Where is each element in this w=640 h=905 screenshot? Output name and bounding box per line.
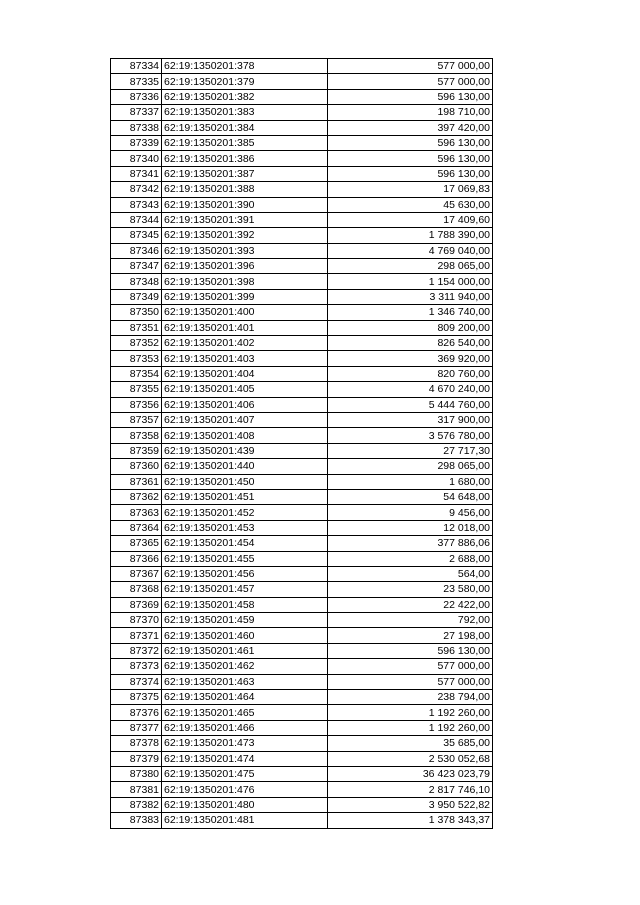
table-row	[111, 382, 493, 397]
cadastral-number-cell: 62:19:1350201:461	[162, 643, 328, 658]
row-id-cell: 87352	[111, 336, 162, 351]
table-row	[111, 705, 493, 720]
row-id-cell: 87368	[111, 582, 162, 597]
cadastral-number-cell: 62:19:1350201:455	[162, 551, 328, 566]
amount-cell: 1 788 390,00	[328, 228, 493, 243]
cadastral-number-cell: 62:19:1350201:384	[162, 120, 328, 135]
amount-cell: 17 069,83	[328, 182, 493, 197]
amount-cell: 577 000,00	[328, 674, 493, 689]
table-row	[111, 243, 493, 258]
amount-cell: 317 900,00	[328, 412, 493, 427]
amount-cell: 17 409,60	[328, 212, 493, 227]
amount-cell: 22 422,00	[328, 597, 493, 612]
table-row	[111, 166, 493, 181]
amount-cell: 4 670 240,00	[328, 382, 493, 397]
cadastral-number-cell: 62:19:1350201:404	[162, 366, 328, 381]
cadastral-number-cell: 62:19:1350201:407	[162, 412, 328, 427]
table-row	[111, 797, 493, 812]
row-id-cell: 87345	[111, 228, 162, 243]
table-row	[111, 135, 493, 150]
row-id-cell: 87365	[111, 536, 162, 551]
table-row	[111, 443, 493, 458]
cadastral-number-cell: 62:19:1350201:403	[162, 351, 328, 366]
cadastral-number-cell: 62:19:1350201:480	[162, 797, 328, 812]
table-row	[111, 813, 493, 828]
amount-cell: 792,00	[328, 613, 493, 628]
amount-cell: 377 886,06	[328, 536, 493, 551]
amount-cell: 826 540,00	[328, 336, 493, 351]
cadastral-number-cell: 62:19:1350201:408	[162, 428, 328, 443]
amount-cell: 1 154 000,00	[328, 274, 493, 289]
amount-cell: 298 065,00	[328, 459, 493, 474]
table-row	[111, 74, 493, 89]
row-id-cell: 87337	[111, 105, 162, 120]
cadastral-number-cell: 62:19:1350201:459	[162, 613, 328, 628]
table-row	[111, 597, 493, 612]
table-row	[111, 505, 493, 520]
table-row	[111, 628, 493, 643]
cadastral-number-cell: 62:19:1350201:463	[162, 674, 328, 689]
cadastral-number-cell: 62:19:1350201:451	[162, 489, 328, 504]
amount-cell: 35 685,00	[328, 736, 493, 751]
table-row	[111, 736, 493, 751]
row-id-cell: 87355	[111, 382, 162, 397]
amount-cell: 577 000,00	[328, 59, 493, 74]
cadastral-number-cell: 62:19:1350201:402	[162, 336, 328, 351]
amount-cell: 1 378 343,37	[328, 813, 493, 828]
cadastral-number-cell: 62:19:1350201:456	[162, 566, 328, 581]
amount-cell: 577 000,00	[328, 74, 493, 89]
table-row	[111, 351, 493, 366]
cadastral-number-cell: 62:19:1350201:391	[162, 212, 328, 227]
amount-cell: 12 018,00	[328, 520, 493, 535]
row-id-cell: 87359	[111, 443, 162, 458]
row-id-cell: 87344	[111, 212, 162, 227]
amount-cell: 54 648,00	[328, 489, 493, 504]
amount-cell: 3 311 940,00	[328, 289, 493, 304]
table-row	[111, 120, 493, 135]
cadastral-number-cell: 62:19:1350201:452	[162, 505, 328, 520]
cadastral-number-cell: 62:19:1350201:473	[162, 736, 328, 751]
table-row	[111, 766, 493, 781]
row-id-cell: 87362	[111, 489, 162, 504]
table-row	[111, 520, 493, 535]
table-row	[111, 105, 493, 120]
table-row	[111, 366, 493, 381]
table-row	[111, 751, 493, 766]
row-id-cell: 87381	[111, 782, 162, 797]
cadastral-number-cell: 62:19:1350201:399	[162, 289, 328, 304]
amount-cell: 596 130,00	[328, 89, 493, 104]
amount-cell: 369 920,00	[328, 351, 493, 366]
table-row	[111, 659, 493, 674]
amount-cell: 3 950 522,82	[328, 797, 493, 812]
table-body	[111, 59, 493, 829]
row-id-cell: 87356	[111, 397, 162, 412]
table-row	[111, 643, 493, 658]
amount-cell: 1 680,00	[328, 474, 493, 489]
row-id-cell: 87335	[111, 74, 162, 89]
row-id-cell: 87339	[111, 135, 162, 150]
cadastral-number-cell: 62:19:1350201:465	[162, 705, 328, 720]
row-id-cell: 87340	[111, 151, 162, 166]
amount-cell: 1 192 260,00	[328, 705, 493, 720]
amount-cell: 45 630,00	[328, 197, 493, 212]
table-row	[111, 720, 493, 735]
amount-cell: 198 710,00	[328, 105, 493, 120]
row-id-cell: 87353	[111, 351, 162, 366]
cadastral-number-cell: 62:19:1350201:388	[162, 182, 328, 197]
row-id-cell: 87366	[111, 551, 162, 566]
row-id-cell: 87349	[111, 289, 162, 304]
row-id-cell: 87354	[111, 366, 162, 381]
table-row	[111, 305, 493, 320]
table-row	[111, 336, 493, 351]
row-id-cell: 87350	[111, 305, 162, 320]
cadastral-number-cell: 62:19:1350201:379	[162, 74, 328, 89]
amount-cell: 1 346 740,00	[328, 305, 493, 320]
table-row	[111, 89, 493, 104]
cadastral-number-cell: 62:19:1350201:406	[162, 397, 328, 412]
row-id-cell: 87334	[111, 59, 162, 74]
amount-cell: 809 200,00	[328, 320, 493, 335]
cadastral-number-cell: 62:19:1350201:378	[162, 59, 328, 74]
amount-cell: 9 456,00	[328, 505, 493, 520]
row-id-cell: 87367	[111, 566, 162, 581]
parcel-value-table	[110, 58, 493, 829]
cadastral-number-cell: 62:19:1350201:401	[162, 320, 328, 335]
cadastral-number-cell: 62:19:1350201:481	[162, 813, 328, 828]
amount-cell: 36 423 023,79	[328, 766, 493, 781]
table-row	[111, 474, 493, 489]
amount-cell: 596 130,00	[328, 151, 493, 166]
amount-cell: 397 420,00	[328, 120, 493, 135]
amount-cell: 27 717,30	[328, 443, 493, 458]
amount-cell: 4 769 040,00	[328, 243, 493, 258]
amount-cell: 298 065,00	[328, 259, 493, 274]
row-id-cell: 87372	[111, 643, 162, 658]
row-id-cell: 87336	[111, 89, 162, 104]
row-id-cell: 87383	[111, 813, 162, 828]
cadastral-number-cell: 62:19:1350201:390	[162, 197, 328, 212]
cadastral-number-cell: 62:19:1350201:405	[162, 382, 328, 397]
cadastral-number-cell: 62:19:1350201:453	[162, 520, 328, 535]
row-id-cell: 87348	[111, 274, 162, 289]
table-row	[111, 320, 493, 335]
amount-cell: 2 530 052,68	[328, 751, 493, 766]
row-id-cell: 87364	[111, 520, 162, 535]
row-id-cell: 87361	[111, 474, 162, 489]
amount-cell: 577 000,00	[328, 659, 493, 674]
cadastral-number-cell: 62:19:1350201:387	[162, 166, 328, 181]
row-id-cell: 87338	[111, 120, 162, 135]
table-row	[111, 551, 493, 566]
cadastral-number-cell: 62:19:1350201:457	[162, 582, 328, 597]
row-id-cell: 87358	[111, 428, 162, 443]
table-row	[111, 613, 493, 628]
amount-cell: 820 760,00	[328, 366, 493, 381]
cadastral-number-cell: 62:19:1350201:454	[162, 536, 328, 551]
table-row	[111, 674, 493, 689]
cadastral-number-cell: 62:19:1350201:466	[162, 720, 328, 735]
cadastral-number-cell: 62:19:1350201:474	[162, 751, 328, 766]
cadastral-number-cell: 62:19:1350201:460	[162, 628, 328, 643]
row-id-cell: 87360	[111, 459, 162, 474]
amount-cell: 27 198,00	[328, 628, 493, 643]
row-id-cell: 87343	[111, 197, 162, 212]
table-row	[111, 428, 493, 443]
table-row	[111, 566, 493, 581]
table-row	[111, 259, 493, 274]
cadastral-number-cell: 62:19:1350201:462	[162, 659, 328, 674]
amount-cell: 596 130,00	[328, 643, 493, 658]
cadastral-number-cell: 62:19:1350201:393	[162, 243, 328, 258]
table-row	[111, 182, 493, 197]
table-row	[111, 274, 493, 289]
amount-cell: 23 580,00	[328, 582, 493, 597]
row-id-cell: 87351	[111, 320, 162, 335]
row-id-cell: 87377	[111, 720, 162, 735]
cadastral-number-cell: 62:19:1350201:440	[162, 459, 328, 474]
amount-cell: 1 192 260,00	[328, 720, 493, 735]
row-id-cell: 87369	[111, 597, 162, 612]
row-id-cell: 87378	[111, 736, 162, 751]
row-id-cell: 87347	[111, 259, 162, 274]
amount-cell: 596 130,00	[328, 135, 493, 150]
cadastral-number-cell: 62:19:1350201:398	[162, 274, 328, 289]
amount-cell: 5 444 760,00	[328, 397, 493, 412]
table-row	[111, 782, 493, 797]
row-id-cell: 87370	[111, 613, 162, 628]
row-id-cell: 87341	[111, 166, 162, 181]
row-id-cell: 87376	[111, 705, 162, 720]
cadastral-number-cell: 62:19:1350201:382	[162, 89, 328, 104]
amount-cell: 238 794,00	[328, 690, 493, 705]
table-row	[111, 397, 493, 412]
row-id-cell: 87346	[111, 243, 162, 258]
cadastral-number-cell: 62:19:1350201:386	[162, 151, 328, 166]
row-id-cell: 87363	[111, 505, 162, 520]
table-row	[111, 197, 493, 212]
amount-cell: 3 576 780,00	[328, 428, 493, 443]
amount-cell: 2 817 746,10	[328, 782, 493, 797]
amount-cell: 2 688,00	[328, 551, 493, 566]
cadastral-number-cell: 62:19:1350201:476	[162, 782, 328, 797]
table-row	[111, 228, 493, 243]
cadastral-number-cell: 62:19:1350201:475	[162, 766, 328, 781]
table-row	[111, 459, 493, 474]
row-id-cell: 87357	[111, 412, 162, 427]
table-row	[111, 212, 493, 227]
row-id-cell: 87380	[111, 766, 162, 781]
cadastral-number-cell: 62:19:1350201:400	[162, 305, 328, 320]
table-row	[111, 690, 493, 705]
cadastral-number-cell: 62:19:1350201:450	[162, 474, 328, 489]
row-id-cell: 87342	[111, 182, 162, 197]
cadastral-number-cell: 62:19:1350201:464	[162, 690, 328, 705]
table-row	[111, 151, 493, 166]
cadastral-number-cell: 62:19:1350201:385	[162, 135, 328, 150]
table-row	[111, 536, 493, 551]
row-id-cell: 87373	[111, 659, 162, 674]
cadastral-number-cell: 62:19:1350201:458	[162, 597, 328, 612]
table-row	[111, 582, 493, 597]
table-row	[111, 59, 493, 74]
table-row	[111, 412, 493, 427]
row-id-cell: 87375	[111, 690, 162, 705]
table-row	[111, 289, 493, 304]
row-id-cell: 87382	[111, 797, 162, 812]
row-id-cell: 87371	[111, 628, 162, 643]
row-id-cell: 87374	[111, 674, 162, 689]
row-id-cell: 87379	[111, 751, 162, 766]
cadastral-number-cell: 62:19:1350201:396	[162, 259, 328, 274]
table-row	[111, 489, 493, 504]
cadastral-number-cell: 62:19:1350201:392	[162, 228, 328, 243]
cadastral-number-cell: 62:19:1350201:439	[162, 443, 328, 458]
cadastral-number-cell: 62:19:1350201:383	[162, 105, 328, 120]
amount-cell: 564,00	[328, 566, 493, 581]
amount-cell: 596 130,00	[328, 166, 493, 181]
